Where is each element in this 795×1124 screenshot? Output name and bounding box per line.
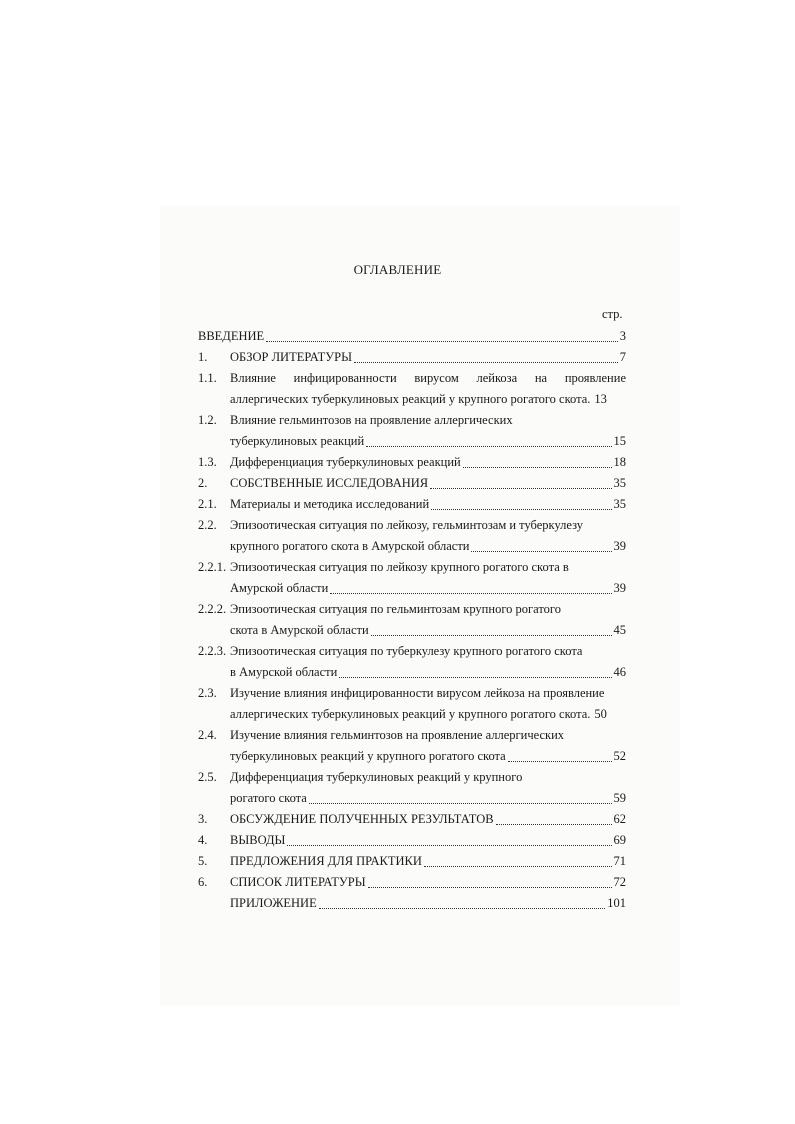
toc-entry-page: 45	[613, 623, 626, 637]
toc-entry-page: 35	[613, 476, 626, 490]
toc-entry-page: 18	[613, 455, 626, 469]
toc-entry-page: 3	[619, 329, 626, 343]
toc-entry-1-2[interactable]	[198, 410, 626, 452]
toc-entry-1-1[interactable]	[198, 368, 626, 410]
toc-entry-number: 2.2.1.	[198, 560, 227, 574]
toc-entry-number: 2.1.	[198, 497, 217, 511]
toc-entry-title-line1: Дифференциация туберкулиновых реакций у крупного	[230, 770, 523, 784]
dot-leader	[471, 551, 611, 552]
dot-leader	[424, 866, 612, 867]
dot-leader	[339, 677, 611, 678]
dot-leader	[266, 341, 618, 342]
toc-entry-page: 59	[613, 791, 626, 805]
toc-entry-title-line1: Изучение влияния инфицированности вирусом лейкоза на проявление	[230, 686, 605, 700]
dot-leader	[366, 446, 611, 447]
toc-entry-number: 1.3.	[198, 455, 217, 469]
toc-entry-title: ОБСУЖДЕНИЕ ПОЛУЧЕННЫХ РЕЗУЛЬТАТОВ	[230, 812, 494, 826]
toc-entry-title-line2: крупного рогатого скота в Амурской области	[230, 539, 470, 553]
toc-entry-title-line1: Эпизоотическая ситуация по туберкулезу крупного рогатого скота	[230, 644, 583, 658]
toc-entry-number: 1.2.	[198, 413, 217, 427]
toc-entry-introduction[interactable]	[198, 326, 626, 347]
toc-entry-2[interactable]	[198, 473, 626, 494]
toc-entry-appendix[interactable]	[198, 893, 626, 914]
toc-entry-page: 101	[607, 896, 626, 910]
dot-leader	[431, 509, 611, 510]
toc-entry-2-2-3[interactable]	[198, 641, 626, 683]
toc-entry-number: 2.5.	[198, 770, 217, 784]
toc-entry-number: 2.2.3.	[198, 644, 227, 658]
toc-entry-5[interactable]	[198, 851, 626, 872]
toc-entry-title: Материалы и методика исследований	[230, 497, 430, 511]
toc-entry-page: 13	[594, 392, 607, 406]
dot-leader	[371, 635, 612, 636]
toc-entry-2-2-2[interactable]	[198, 599, 626, 641]
toc-entry-title-line2: туберкулиновых реакций у крупного рогатого скота	[230, 749, 506, 763]
dot-leader	[330, 593, 611, 594]
toc-entry-title: СПИСОК ЛИТЕРАТУРЫ	[230, 875, 366, 889]
toc-entry-title: ПРИЛОЖЕНИЕ	[230, 896, 317, 910]
toc-entry-title-line2: туберкулиновых реакций	[230, 434, 365, 448]
dot-leader	[309, 803, 612, 804]
toc-entry-title-line1: Влияние инфицированности вирусом лейкоза на проявление	[230, 371, 626, 385]
toc-entry-number: 2.4.	[198, 728, 217, 742]
toc-entry-title: Дифференциация туберкулиновых реакций	[230, 455, 461, 469]
toc-entry-number: 6.	[198, 875, 208, 889]
toc-entry-title-line2: Амурской области	[230, 581, 329, 595]
page-column-label: стр.	[602, 307, 623, 321]
toc-entry-page: 35	[613, 497, 626, 511]
toc-entry-3[interactable]	[198, 809, 626, 830]
toc-entry-title: ВВЕДЕНИЕ	[198, 329, 265, 343]
toc-entry-title-line2: скота в Амурской области	[230, 623, 369, 637]
toc-entry-2-5[interactable]	[198, 767, 626, 809]
toc-entry-page: 72	[613, 875, 626, 889]
toc-entry-number: 1.1.	[198, 371, 217, 385]
dot-leader	[430, 488, 611, 489]
toc-entry-page: 62	[613, 812, 626, 826]
toc-entry-2-1[interactable]	[198, 494, 626, 515]
dot-leader	[354, 362, 618, 363]
toc-entry-page: 46	[613, 665, 626, 679]
toc-entry-2-4[interactable]	[198, 725, 626, 767]
table-of-contents	[198, 326, 626, 914]
toc-entry-number: 3.	[198, 812, 208, 826]
toc-entry-page: 15	[613, 434, 626, 448]
toc-entry-number: 1.	[198, 350, 208, 364]
dot-leader	[508, 761, 612, 762]
toc-entry-page: 39	[613, 581, 626, 595]
toc-entry-title-line2: аллергических туберкулиновых реакций у крупного рогатого скота.	[230, 707, 591, 721]
toc-entry-page: 7	[619, 350, 626, 364]
toc-entry-page: 69	[613, 833, 626, 847]
toc-entry-2-3[interactable]	[198, 683, 626, 725]
toc-entry-1[interactable]	[198, 347, 626, 368]
toc-entry-page: 71	[613, 854, 626, 868]
toc-entry-4[interactable]	[198, 830, 626, 851]
toc-entry-title: ПРЕДЛОЖЕНИЯ ДЛЯ ПРАКТИКИ	[230, 854, 422, 868]
dot-leader	[319, 908, 606, 909]
toc-entry-page: 39	[613, 539, 626, 553]
toc-entry-title: ВЫВОДЫ	[230, 833, 286, 847]
toc-entry-title-line1: Изучение влияния гельминтозов на проявление аллергических	[230, 728, 565, 742]
toc-entry-title-line1: Влияние гельминтозов на проявление аллергических	[230, 413, 513, 427]
toc-entry-number: 5.	[198, 854, 208, 868]
toc-entry-title-line1: Эпизоотическая ситуация по гельминтозам крупного рогатого	[230, 602, 561, 616]
toc-entry-title-line1: Эпизоотическая ситуация по лейкозу крупного рогатого скота в	[230, 560, 569, 574]
toc-entry-number: 4.	[198, 833, 208, 847]
toc-entry-title-line2: аллергических туберкулиновых реакций у крупного рогатого скота.	[230, 392, 591, 406]
toc-entry-title: ОБЗОР ЛИТЕРАТУРЫ	[230, 350, 352, 364]
toc-entry-number: 2.2.2.	[198, 602, 227, 616]
toc-entry-2-2-1[interactable]	[198, 557, 626, 599]
toc-entry-page: 50	[594, 707, 607, 721]
toc-entry-number: 2.2.	[198, 518, 217, 532]
dot-leader	[463, 467, 612, 468]
toc-entry-number: 2.3.	[198, 686, 217, 700]
dot-leader	[368, 887, 612, 888]
dot-leader	[496, 824, 612, 825]
toc-entry-page: 52	[613, 749, 626, 763]
dot-leader	[287, 845, 611, 846]
page-title: ОГЛАВЛЕНИЕ	[353, 262, 442, 277]
toc-entry-title-line1: Эпизоотическая ситуация по лейкозу, гельминтозам и туберкулезу	[230, 518, 584, 532]
toc-entry-title-line2: рогатого скота	[230, 791, 307, 805]
toc-entry-1-3[interactable]	[198, 452, 626, 473]
toc-entry-number: 2.	[198, 476, 208, 490]
toc-entry-title: СОБСТВЕННЫЕ ИССЛЕДОВАНИЯ	[230, 476, 429, 490]
toc-entry-6[interactable]	[198, 872, 626, 893]
toc-entry-2-2[interactable]	[198, 515, 626, 557]
toc-entry-title-line2: в Амурской области	[230, 665, 338, 679]
